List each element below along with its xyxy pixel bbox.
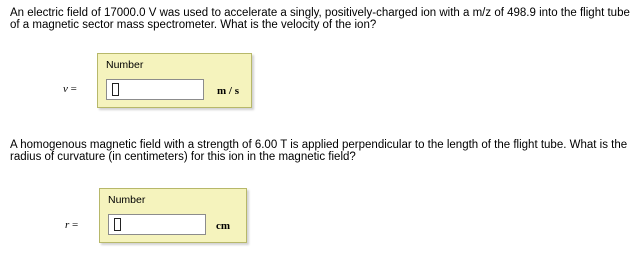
- velocity-box-label: Number: [106, 59, 144, 71]
- velocity-answer-box: [97, 53, 252, 108]
- question-2-text: A homogenous magnetic field with a strength of 6.00 T is applied perpendicular to the length of the flight tube. What is the radius of curvature (in centimeters) for this ion in the magnetic field?: [10, 139, 628, 163]
- velocity-input[interactable]: [106, 79, 204, 100]
- velocity-equals: =: [70, 83, 77, 95]
- radius-unit: cm: [216, 220, 231, 232]
- radius-answer-box: [99, 188, 247, 243]
- question-1-text: An electric field of 17000.0 V was used to accelerate a singly, positively-charged ion with a m/z of 498.9 into the flight tube of a magnetic sector mass spectrometer. What is the velocity of the ion?: [10, 7, 630, 31]
- radius-label: [65, 219, 78, 231]
- velocity-label: [63, 83, 77, 95]
- text-cursor-icon: [114, 218, 121, 231]
- radius-input[interactable]: [108, 214, 206, 235]
- radius-box-label: Number: [108, 194, 146, 206]
- radius-equals: =: [72, 219, 79, 231]
- velocity-unit: m / s: [217, 85, 239, 97]
- velocity-variable: v: [63, 83, 68, 95]
- text-cursor-icon: [112, 83, 119, 96]
- radius-variable: r: [65, 219, 70, 231]
